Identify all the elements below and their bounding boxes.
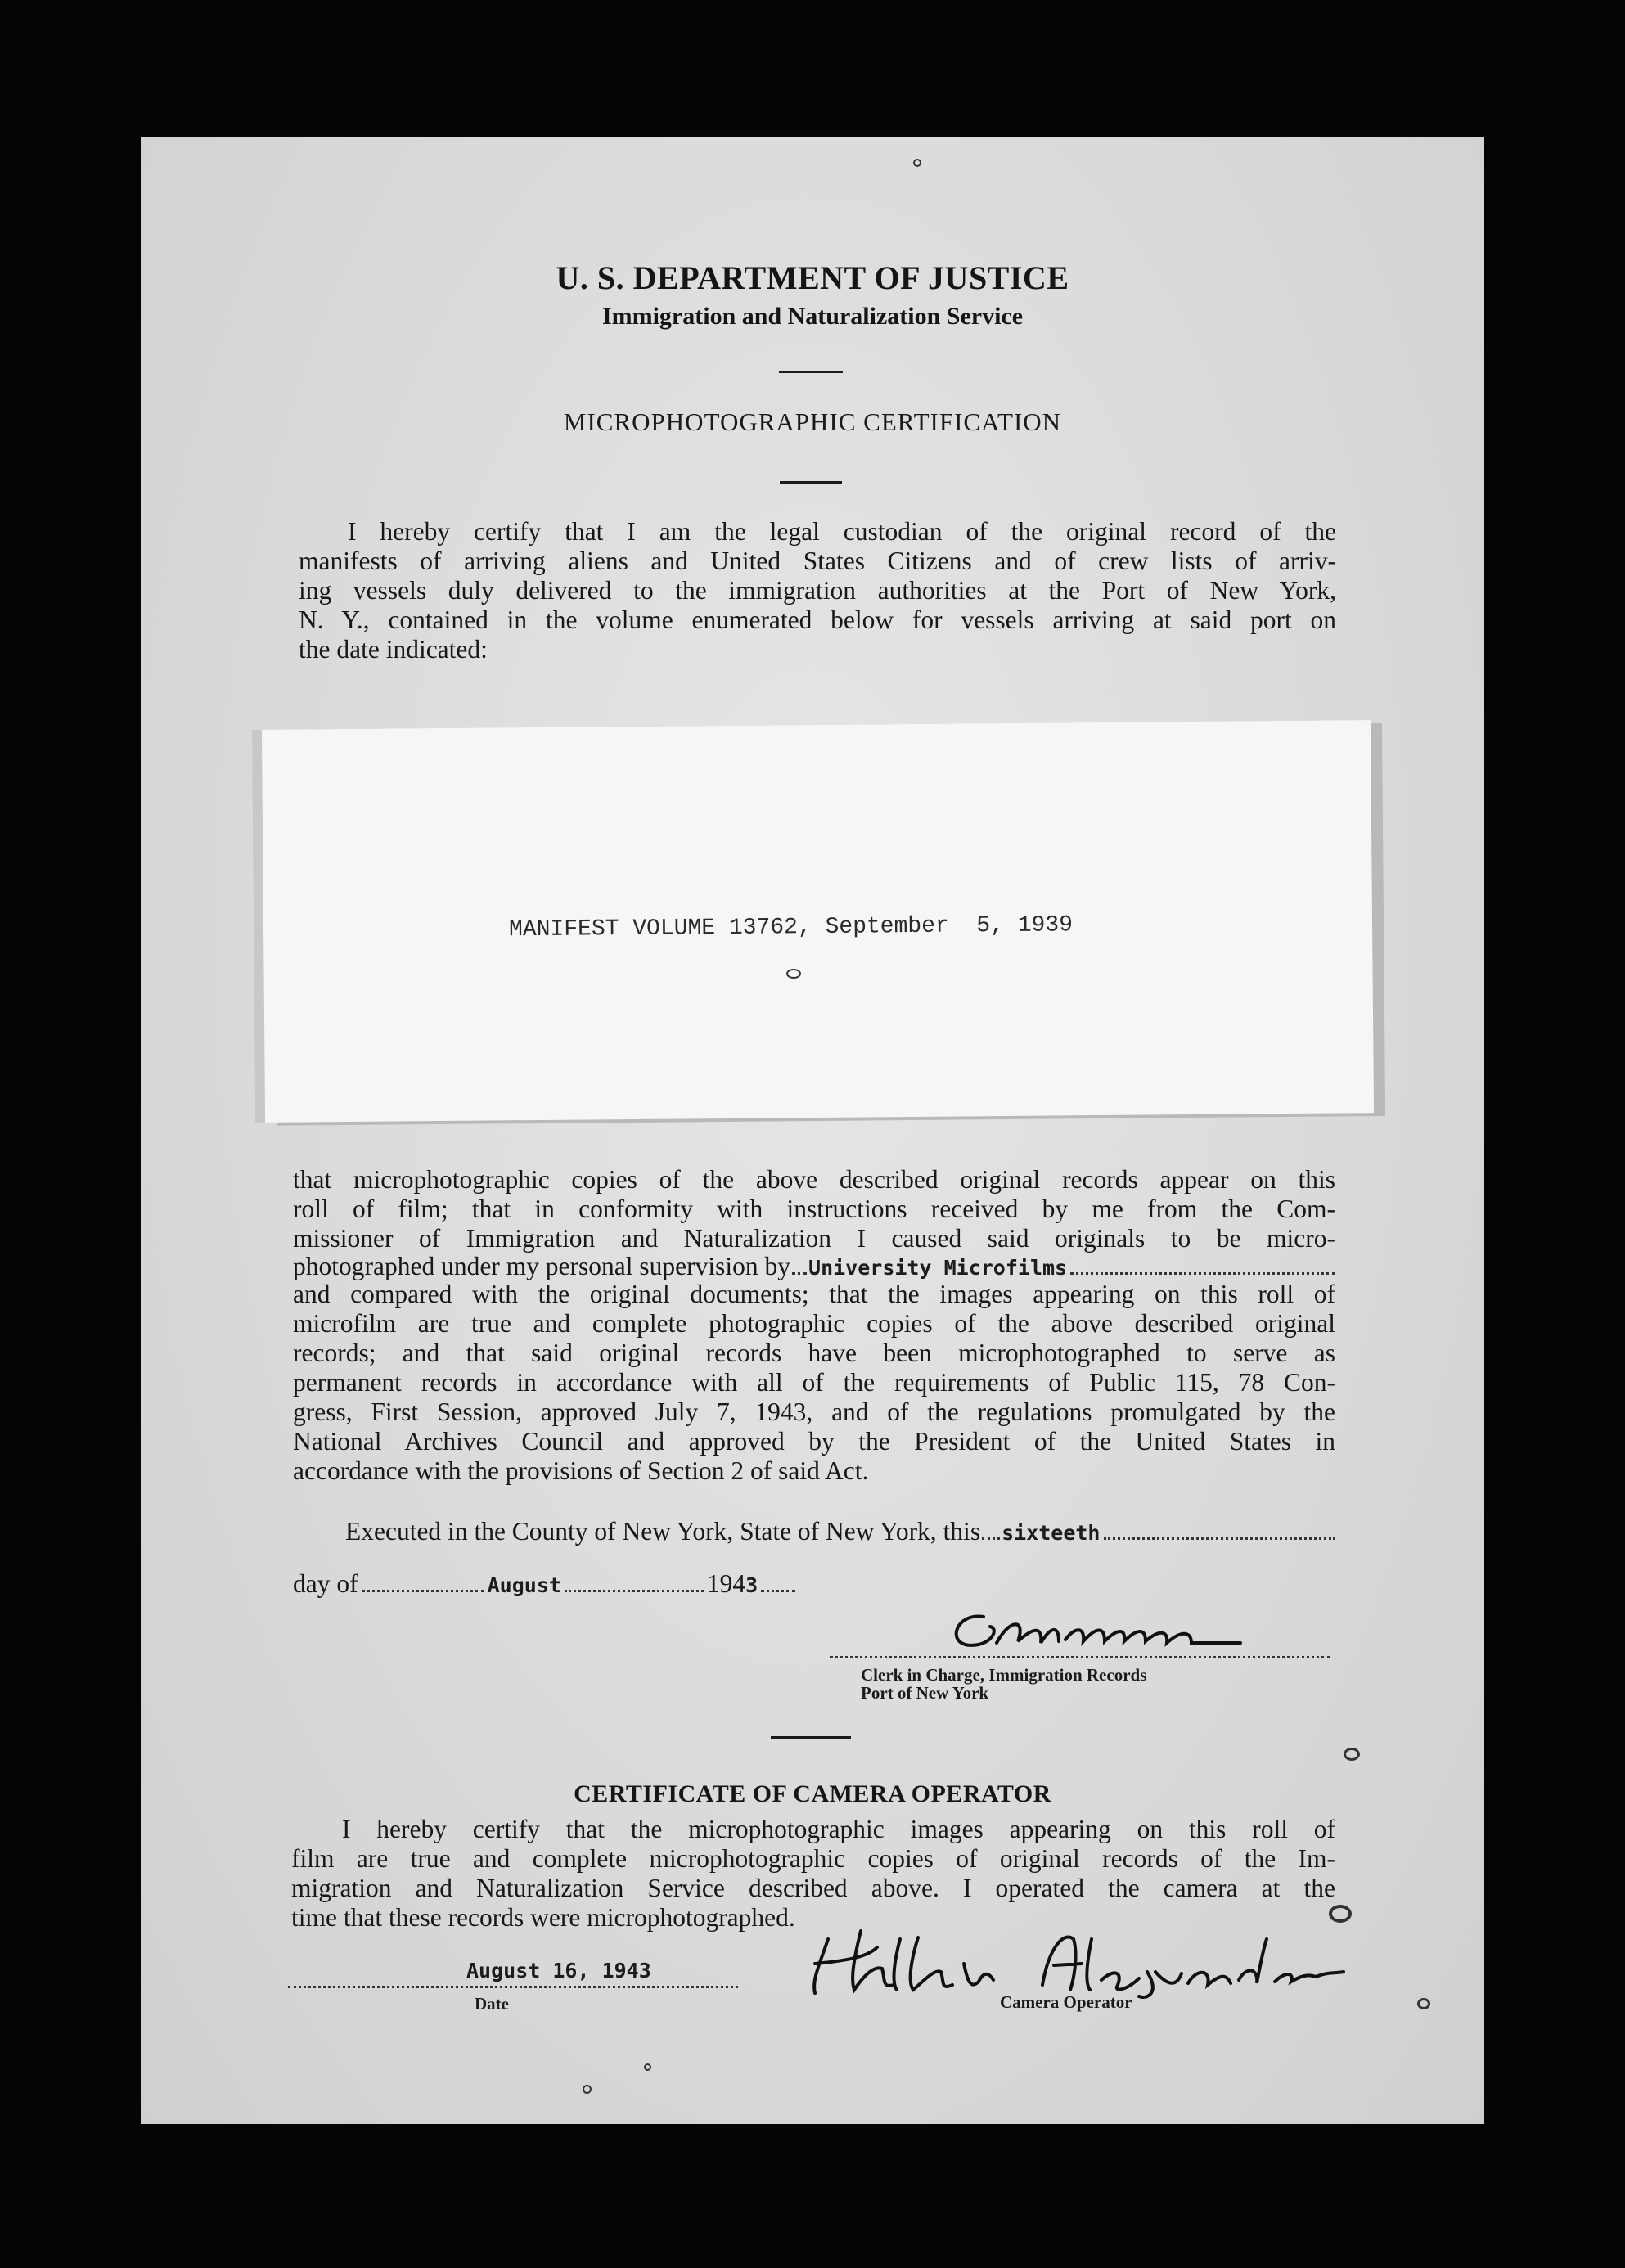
operator-label: Camera Operator [1000, 1992, 1132, 2012]
body-line: permanent records in accordance with all of the requirements of Public 115, 78 Con- [293, 1368, 1335, 1397]
photographed-line [293, 1252, 1335, 1283]
body-line: gress, First Session, approved July 7, 1943, and of the regulations promulgated by the [293, 1397, 1335, 1426]
photographed-prefix: photographed under my personal supervision by [293, 1252, 791, 1280]
divider [780, 481, 842, 484]
intro-line: I hereby certify that I am the legal custodian of the original record of the [348, 517, 1336, 546]
camera-line: I hereby certify that the microphotographic images appearing on this roll of [342, 1815, 1335, 1843]
executed-prefix: Executed in the County of New York, State of New York, this [345, 1517, 981, 1546]
intro-line: ing vessels duly delivered to the immigration authorities at the Port of New York, [299, 576, 1336, 605]
camera-date: August 16, 1943 [466, 1959, 651, 1982]
clerk-signature-line [830, 1656, 1330, 1658]
intro-paragraph [299, 517, 1336, 664]
clerk-title-line: Port of New York [861, 1683, 989, 1703]
intro-line: manifests of arriving aliens and United States Citizens and of crew lists of arriv- [299, 547, 1336, 575]
clerk-title [861, 1666, 1146, 1702]
clerk-title-line: Clerk in Charge, Immigration Records [861, 1665, 1147, 1685]
body-paragraph-continued [293, 1280, 1335, 1486]
department-heading: U. S. DEPARTMENT OF JUSTICE [556, 259, 1069, 296]
body-line: records; and that said original records have been microphotographed to serve as [293, 1339, 1335, 1367]
divider [779, 371, 843, 373]
intro-line: the date indicated: [299, 635, 488, 664]
intro-line: N. Y., contained in the volume enumerated below for vessels arriving at said port on [299, 605, 1336, 634]
year-prefix: 194 [706, 1569, 746, 1598]
film-speck [786, 969, 801, 979]
manifest-volume-text: MANIFEST VOLUME 13762, September 5, 1939 [508, 912, 1074, 943]
body-line: microfilm are true and complete photographic copies of the above described original [293, 1309, 1335, 1338]
day-of-label: day of [293, 1569, 358, 1598]
body-line: accordance with the provisions of Section 2 of said Act. [293, 1456, 869, 1485]
certificate-page [141, 137, 1484, 2124]
microfilm-company: University Microfilms [808, 1256, 1068, 1280]
form-title: MICROPHOTOGRAPHIC CERTIFICATION [563, 407, 1062, 436]
film-speck [913, 159, 921, 167]
service-subheading: Immigration and Naturalization Service [601, 303, 1024, 330]
body-line: that microphotographic copies of the above described original records appear on this [293, 1165, 1335, 1194]
divider [771, 1736, 851, 1739]
executed-day: sixteeth [1002, 1521, 1101, 1545]
body-line: missioner of Immigration and Naturalization I caused said originals to be micro- [293, 1224, 1335, 1253]
dotted-leader [982, 1537, 1000, 1540]
date-line [288, 1986, 738, 1988]
dotted-leader [1070, 1272, 1335, 1275]
dotted-leader [792, 1272, 807, 1275]
executed-line [345, 1517, 1335, 1548]
manifest-slip [262, 720, 1374, 1123]
body-line: National Archives Council and approved by the President of the United States in [293, 1427, 1335, 1456]
film-speck [1417, 1998, 1430, 2009]
dotted-leader [1104, 1537, 1336, 1540]
day-of-line [293, 1569, 825, 1600]
camera-line: migration and Naturalization Service described above. I operated the camera at the [291, 1874, 1335, 1902]
year-digit: 3 [745, 1573, 758, 1597]
dotted-leader [761, 1590, 795, 1592]
body-paragraph [293, 1165, 1335, 1253]
body-line: roll of film; that in conformity with instructions received by me from the Com- [293, 1195, 1335, 1223]
date-label: Date [475, 1994, 509, 2014]
camera-line: film are true and complete microphotographic copies of original records of the Im- [291, 1844, 1335, 1873]
film-speck [1344, 1748, 1360, 1761]
film-speck [644, 2063, 651, 2071]
dotted-leader [362, 1590, 484, 1592]
film-speck [583, 2085, 592, 2094]
body-line: and compared with the original documents; that the images appearing on this roll of [293, 1280, 1335, 1308]
film-speck [1329, 1905, 1352, 1923]
operator-signature [803, 1915, 1368, 2005]
executed-month: August [487, 1573, 561, 1597]
camera-line: time that these records were microphotographed. [291, 1903, 795, 1932]
camera-certificate-title: CERTIFICATE OF CAMERA OPERATOR [574, 1780, 1051, 1807]
dotted-leader [565, 1590, 704, 1592]
